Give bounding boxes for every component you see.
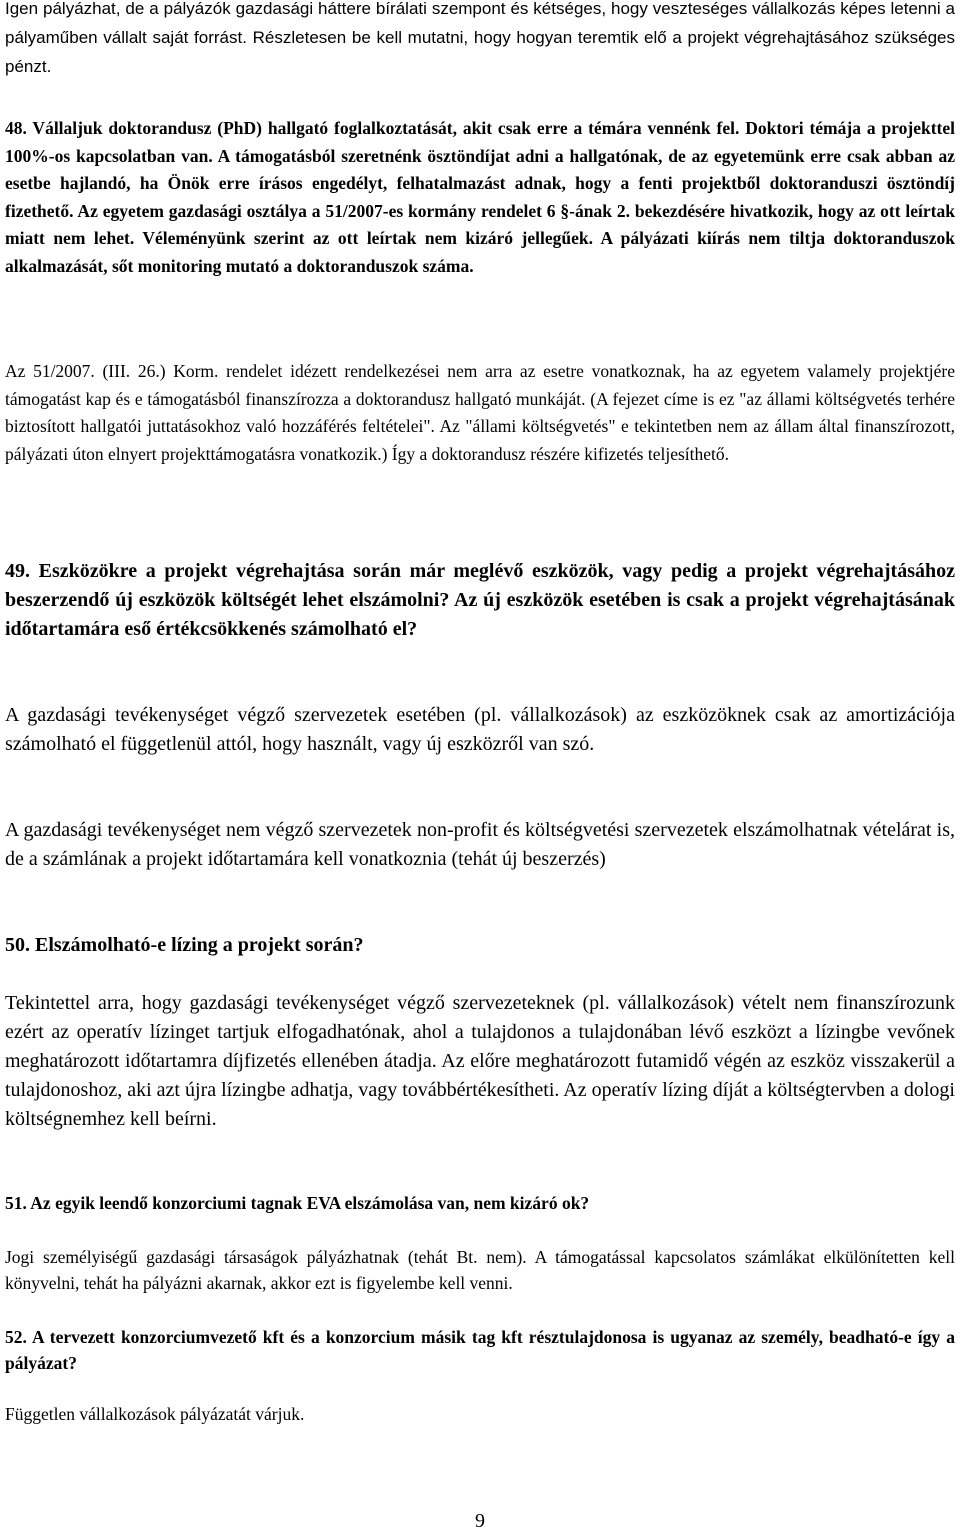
intro-paragraph: Igen pályázhat, de a pályázók gazdasági háttere bírálati szempont és kétséges, hogy veszteséges vállalkozás képes letenni a pályaműben vállalt saját forrást. Részletesen be kell mutatni, hogy hogyan teremtik elő a projekt végrehajtásához szükséges pénzt. <box>5 0 955 76</box>
q48-question: 48. Vállaljuk doktorandusz (PhD) hallgató foglalkoztatását, akit csak erre a témára vennénk fel. Doktori témája a projekttel 100%-os kapcsolatban van. <box>5 118 955 166</box>
q48-answer-bold: A támogatásból szeretnénk ösztöndíjat adni a hallgatónak, de az egyetemünk erre csak abban az esetbe hajlandó, ha Önök erre írásos engedélyt, felhatalmazást adnak, hogy a fenti projektből doktoranduszi ösztöndíj fizethető. Az egyetem gazdasági osztálya a 51/2007-es kormány rendelet 6 §-ának 2. bekezdésére hivatkozik, hogy az ott leírtak miatt nem lehet. Véleményünk szerint az ott leírtak nem kizáró jellegűek. A pályázati kiírás nem tiltja doktoranduszok alkalmazását, sőt monitoring mutató a doktoranduszok száma. <box>5 145 955 276</box>
q48-paragraph <box>5 115 955 280</box>
q49-answer-2: A gazdasági tevékenységet nem végző szervezetek non-profit és költségvetési szervezetek elszámolhatnak vételárat is, de a számlának a projekt időtartamára kell vonatkoznia (tehát új beszerzés) <box>5 819 955 870</box>
q48-answer: Az 51/2007. (III. 26.) Korm. rendelet idézett rendelkezései nem arra az esetre vonatkoznak, ha az egyetem valamely projektjére támogatást kap és e támogatásból finanszírozza a doktorandusz hallgató munkáját. (A fejezet címe is ez "az állami költségvetés terhére biztosított hallgatói juttatásokhoz való hozzáférés feltételei". Az "állami költségvetés" e tekintetben nem az állam által finanszírozott, pályázati úton elnyert projekttámogatásra vonatkozik.) Így a doktorandusz részére kifizetés teljesíthető. <box>5 361 955 464</box>
page-number: 9 <box>475 1510 485 1532</box>
q49-question: 49. Eszközökre a projekt végrehajtása során már meglévő eszközök, vagy pedig a projekt végrehajtásához beszerzendő új eszközök költségét lehet elszámolni? Az új eszközök esetében is csak a projekt végrehajtásának időtartamára eső értékcsökkenés számolható el? <box>5 560 955 640</box>
q52-question: 52. A tervezett konzorciumvezető kft és a konzorcium másik tag kft résztulajdonosa is ugyanaz az személy, beadható-e így a pályázat? <box>5 1327 955 1373</box>
q50-answer: Tekintettel arra, hogy gazdasági tevékenységet végző szervezeteknek (pl. vállalkozások) vételt nem finanszírozunk ezért az operatív lízinget tartjuk elfogadhatónak, ahol a tulajdonos a tulajdonában lévő eszközt a lízingbe vevőnek meghatározott időtartamra díjfizetés ellenében átadja. Az előre meghatározott futamidő végén az eszköz visszakerül a tulajdonoshoz, aki azt újra lízingbe adhatja, vagy továbbértékesítheti. Az operatív lízing díját a költségtervben a dologi költségnemhez kell beírni. <box>5 992 955 1130</box>
q50-question: 50. Elszámolható-e lízing a projekt során? <box>5 934 364 956</box>
q52-answer: Független vállalkozások pályázatát várjuk. <box>5 1404 305 1424</box>
q51-answer: Jogi személyiségű gazdasági társaságok pályázhatnak (tehát Bt. nem). A támogatással kapcsolatos számlákat elkülönítetten kell könyvelni, tehát ha pályázni akarnak, akkor ezt is figyelembe kell venni. <box>5 1247 955 1293</box>
q51-question: 51. Az egyik leendő konzorciumi tagnak EVA elszámolása van, nem kizáró ok? <box>5 1193 590 1213</box>
q49-answer-1: A gazdasági tevékenységet végző szervezetek esetében (pl. vállalkozások) az eszközöknek csak az amortizációja számolható el függetlenül attól, hogy használt, vagy új eszközről van szó. <box>5 704 955 755</box>
